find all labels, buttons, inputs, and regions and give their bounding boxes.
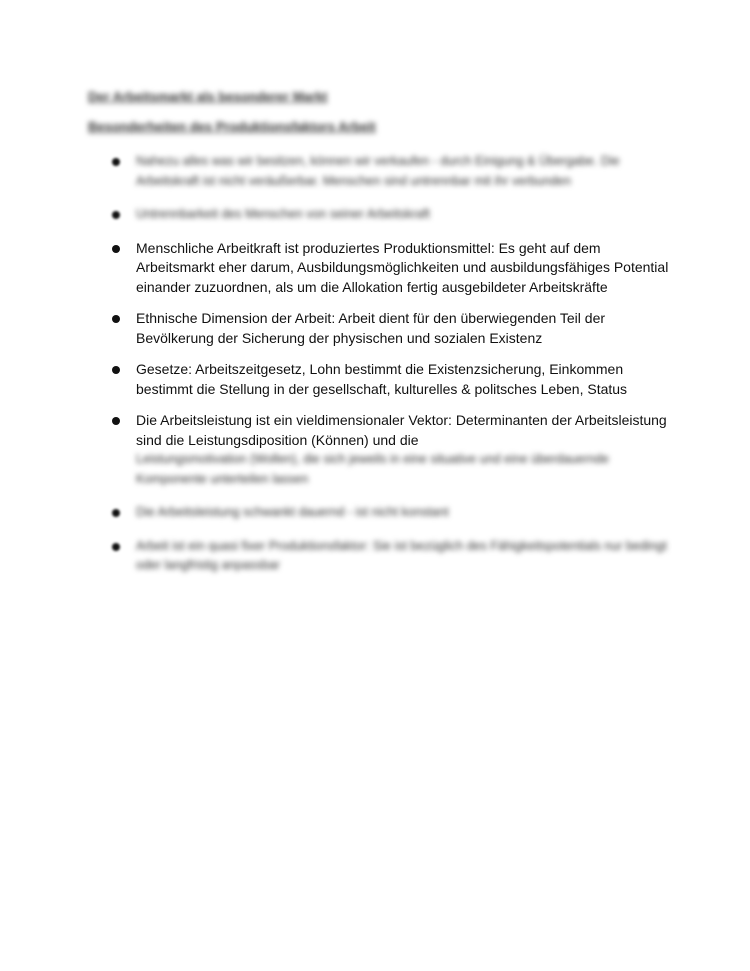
bullet-icon — [112, 211, 120, 219]
document-title: Der Arbeitsmarkt als besonderer Markt — [88, 89, 328, 104]
bullet-text: Untrennbarkeit des Menschen von seiner Arbeitskraft — [136, 207, 430, 221]
list-item — [88, 537, 670, 576]
list-item — [88, 411, 670, 489]
document-subtitle: Besonderheiten des Produktionsfaktors Arbeit — [88, 119, 376, 134]
bullet-text: Menschliche Arbeitkraft ist produziertes Produktionsmittel: Es geht auf dem Arbeitsmarkt eher darum, Ausbildungsmöglichkeiten und ausbildungsfähiges Potential einander zuzuordnen, als um die Allokation fertig ausgebildeter Arbeitskräfte — [136, 239, 669, 295]
document-body — [88, 88, 670, 588]
bullet-text: Nahezu alles was wir besitzen, können wir verkaufen - durch Einigung & Übergabe. Die Arbeitskraft ist nicht veräußerbar. Menschen sind untrennbar mit ihr verbunden — [136, 154, 620, 188]
bullet-icon — [112, 315, 120, 323]
list-item — [88, 360, 670, 399]
list-item — [88, 309, 670, 348]
bullet-text: Die Arbeitsleistung schwankt dauernd - ist nicht konstant — [136, 505, 449, 519]
bullet-icon — [112, 366, 120, 374]
bullet-text-blurred: Leistungsmotivation (Wollen), die sich jeweils in eine situative und eine überdauernde Komponente unterteilen lassen — [136, 452, 609, 486]
list-item — [88, 152, 670, 191]
bullet-icon — [112, 543, 120, 551]
bullet-text-clear: Die Arbeitsleistung ist ein vieldimensionaler Vektor: Determinanten der Arbeitsleistung sind die Leistungsdiposition (Können) und die — [136, 412, 667, 448]
bullet-list — [88, 152, 670, 576]
bullet-icon — [112, 158, 120, 166]
bullet-text: Ethnische Dimension der Arbeit: Arbeit dient für den überwiegenden Teil der Bevölkerung der Sicherung der physischen und sozialen Existenz — [136, 310, 606, 346]
list-item — [88, 205, 670, 225]
bullet-icon — [112, 509, 120, 517]
bullet-text: Gesetze: Arbeitszeitgesetz, Lohn bestimmt die Existenzsicherung, Einkommen bestimmt die Stellung in der gesellschaft, kulturelles & politsches Leben, Status — [136, 361, 628, 397]
bullet-text — [136, 411, 670, 489]
bullet-text: Arbeit ist ein quasi fixer Produktionsfaktor: Sie ist bezüglich des Fähigkeitspotentials nur bedingt oder langfristig anpassbar — [136, 538, 667, 572]
bullet-icon — [112, 417, 120, 425]
list-item — [88, 503, 670, 523]
bullet-icon — [112, 245, 120, 253]
list-item — [88, 239, 670, 298]
